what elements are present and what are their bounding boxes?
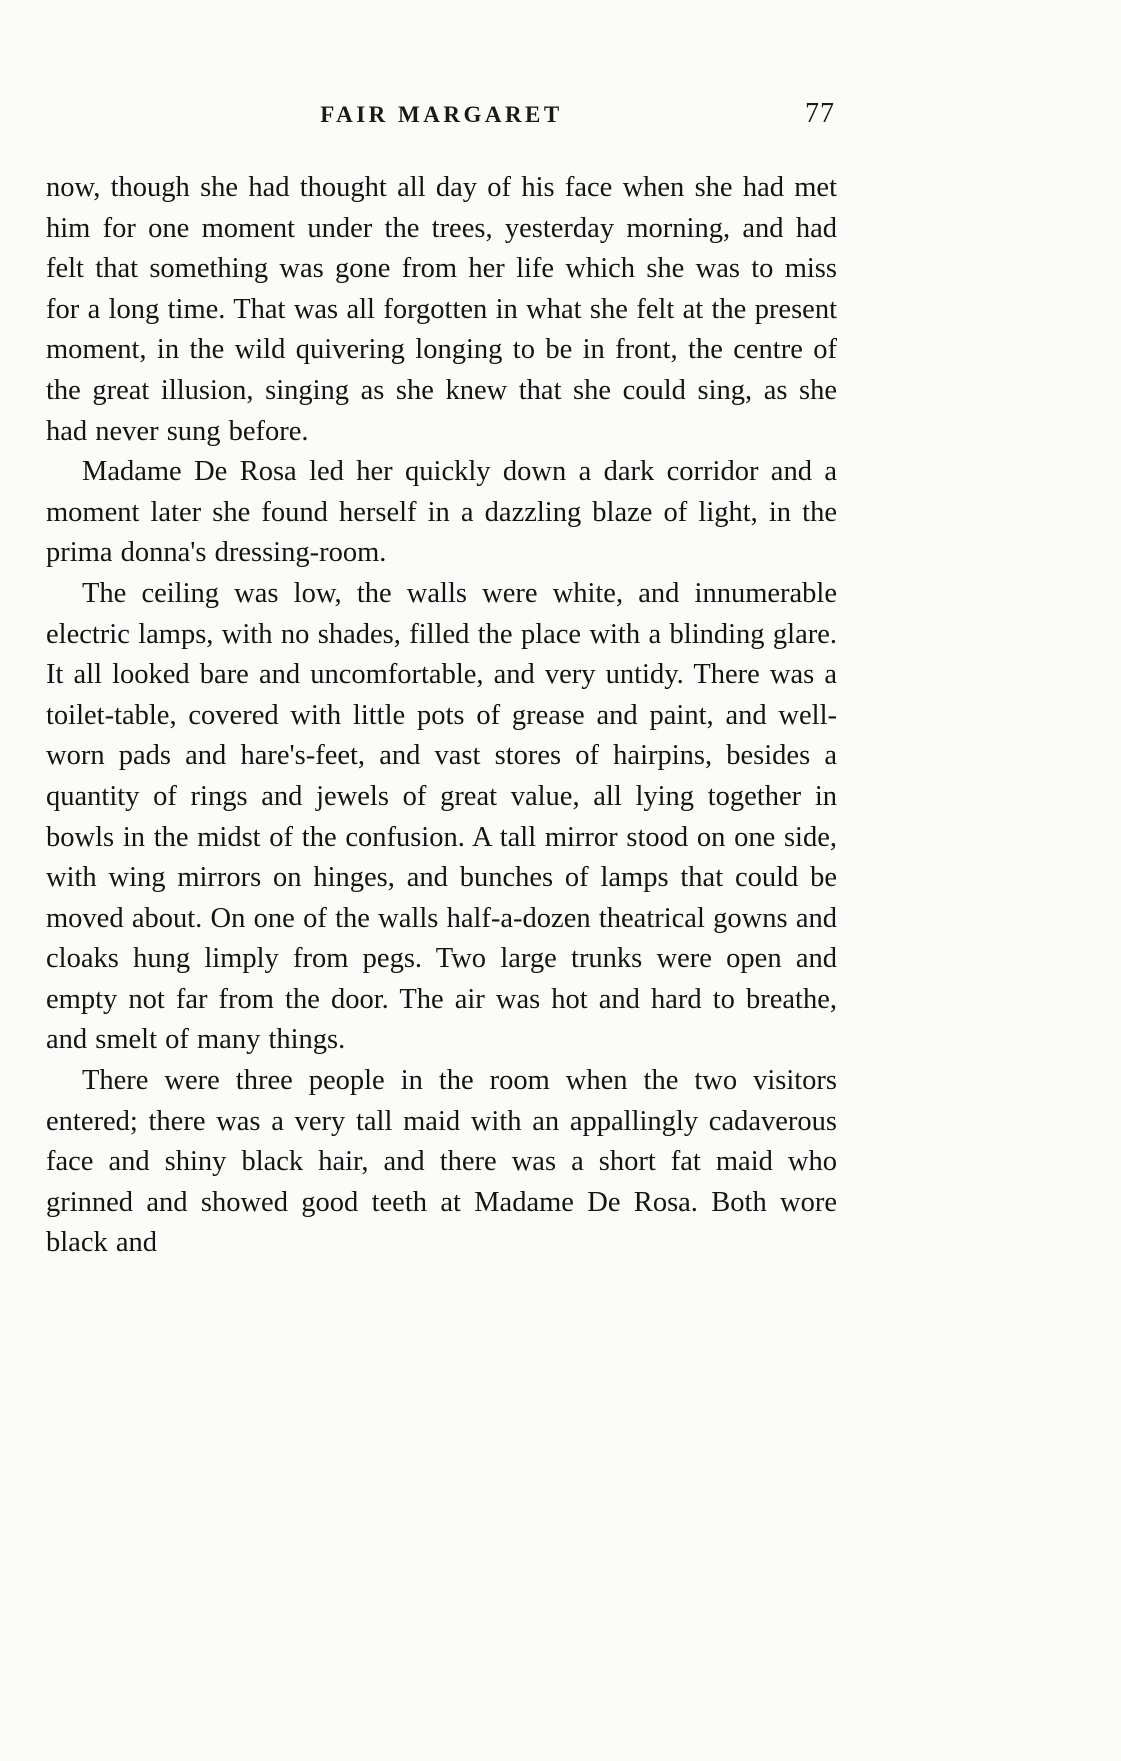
page-number: 77 bbox=[805, 98, 835, 129]
paragraph: There were three people in the room when the two visitors entered; there was a very tall maid with an appallingly cadaverous face and shiny black hair, and there was a short fat maid who grinned and showed good teeth at Madame De Rosa. Both wore black and bbox=[46, 1065, 837, 1259]
paragraph: The ceiling was low, the walls were white, and innumerable electric lamps, with no shades, filled the place with a blinding glare. It all looked bare and uncomfortable, and very untidy. There was a toilet-table, covered with little pots of grease and paint, and well-worn pads and hare's-feet, and vast stores of hairpins, besides a quantity of rings and jewels of great value, all lying together in bowls in the midst of the confusion. A tall mirror stood on one side, with wing mirrors on hinges, and bunches of lamps that could be moved about. On one of the walls half-a-dozen theatrical gowns and cloaks hung limply from pegs. Two large trunks were open and empty not far from the door. The air was hot and hard to breathe, and smelt of many things. bbox=[46, 577, 837, 1056]
paragraph: Madame De Rosa led her quickly down a dark corridor and a moment later she found herself in a dazzling blaze of light, in the prima donna's dressing-room. bbox=[46, 456, 837, 569]
paragraph-continuation: now, though she had thought all day of his face when she had met him for one moment under the trees, yesterday morning, and had felt that something was gone from her life which she was to miss for a long time. That was all forgotten in what she felt at the present moment, in the wild quivering longing to be in front, the centre of the great illusion, singing as she knew that she could sing, as she had never sung before. bbox=[46, 172, 837, 447]
running-title: FAIR MARGARET bbox=[320, 102, 563, 127]
page-header bbox=[46, 98, 837, 138]
page-body bbox=[46, 168, 837, 1264]
